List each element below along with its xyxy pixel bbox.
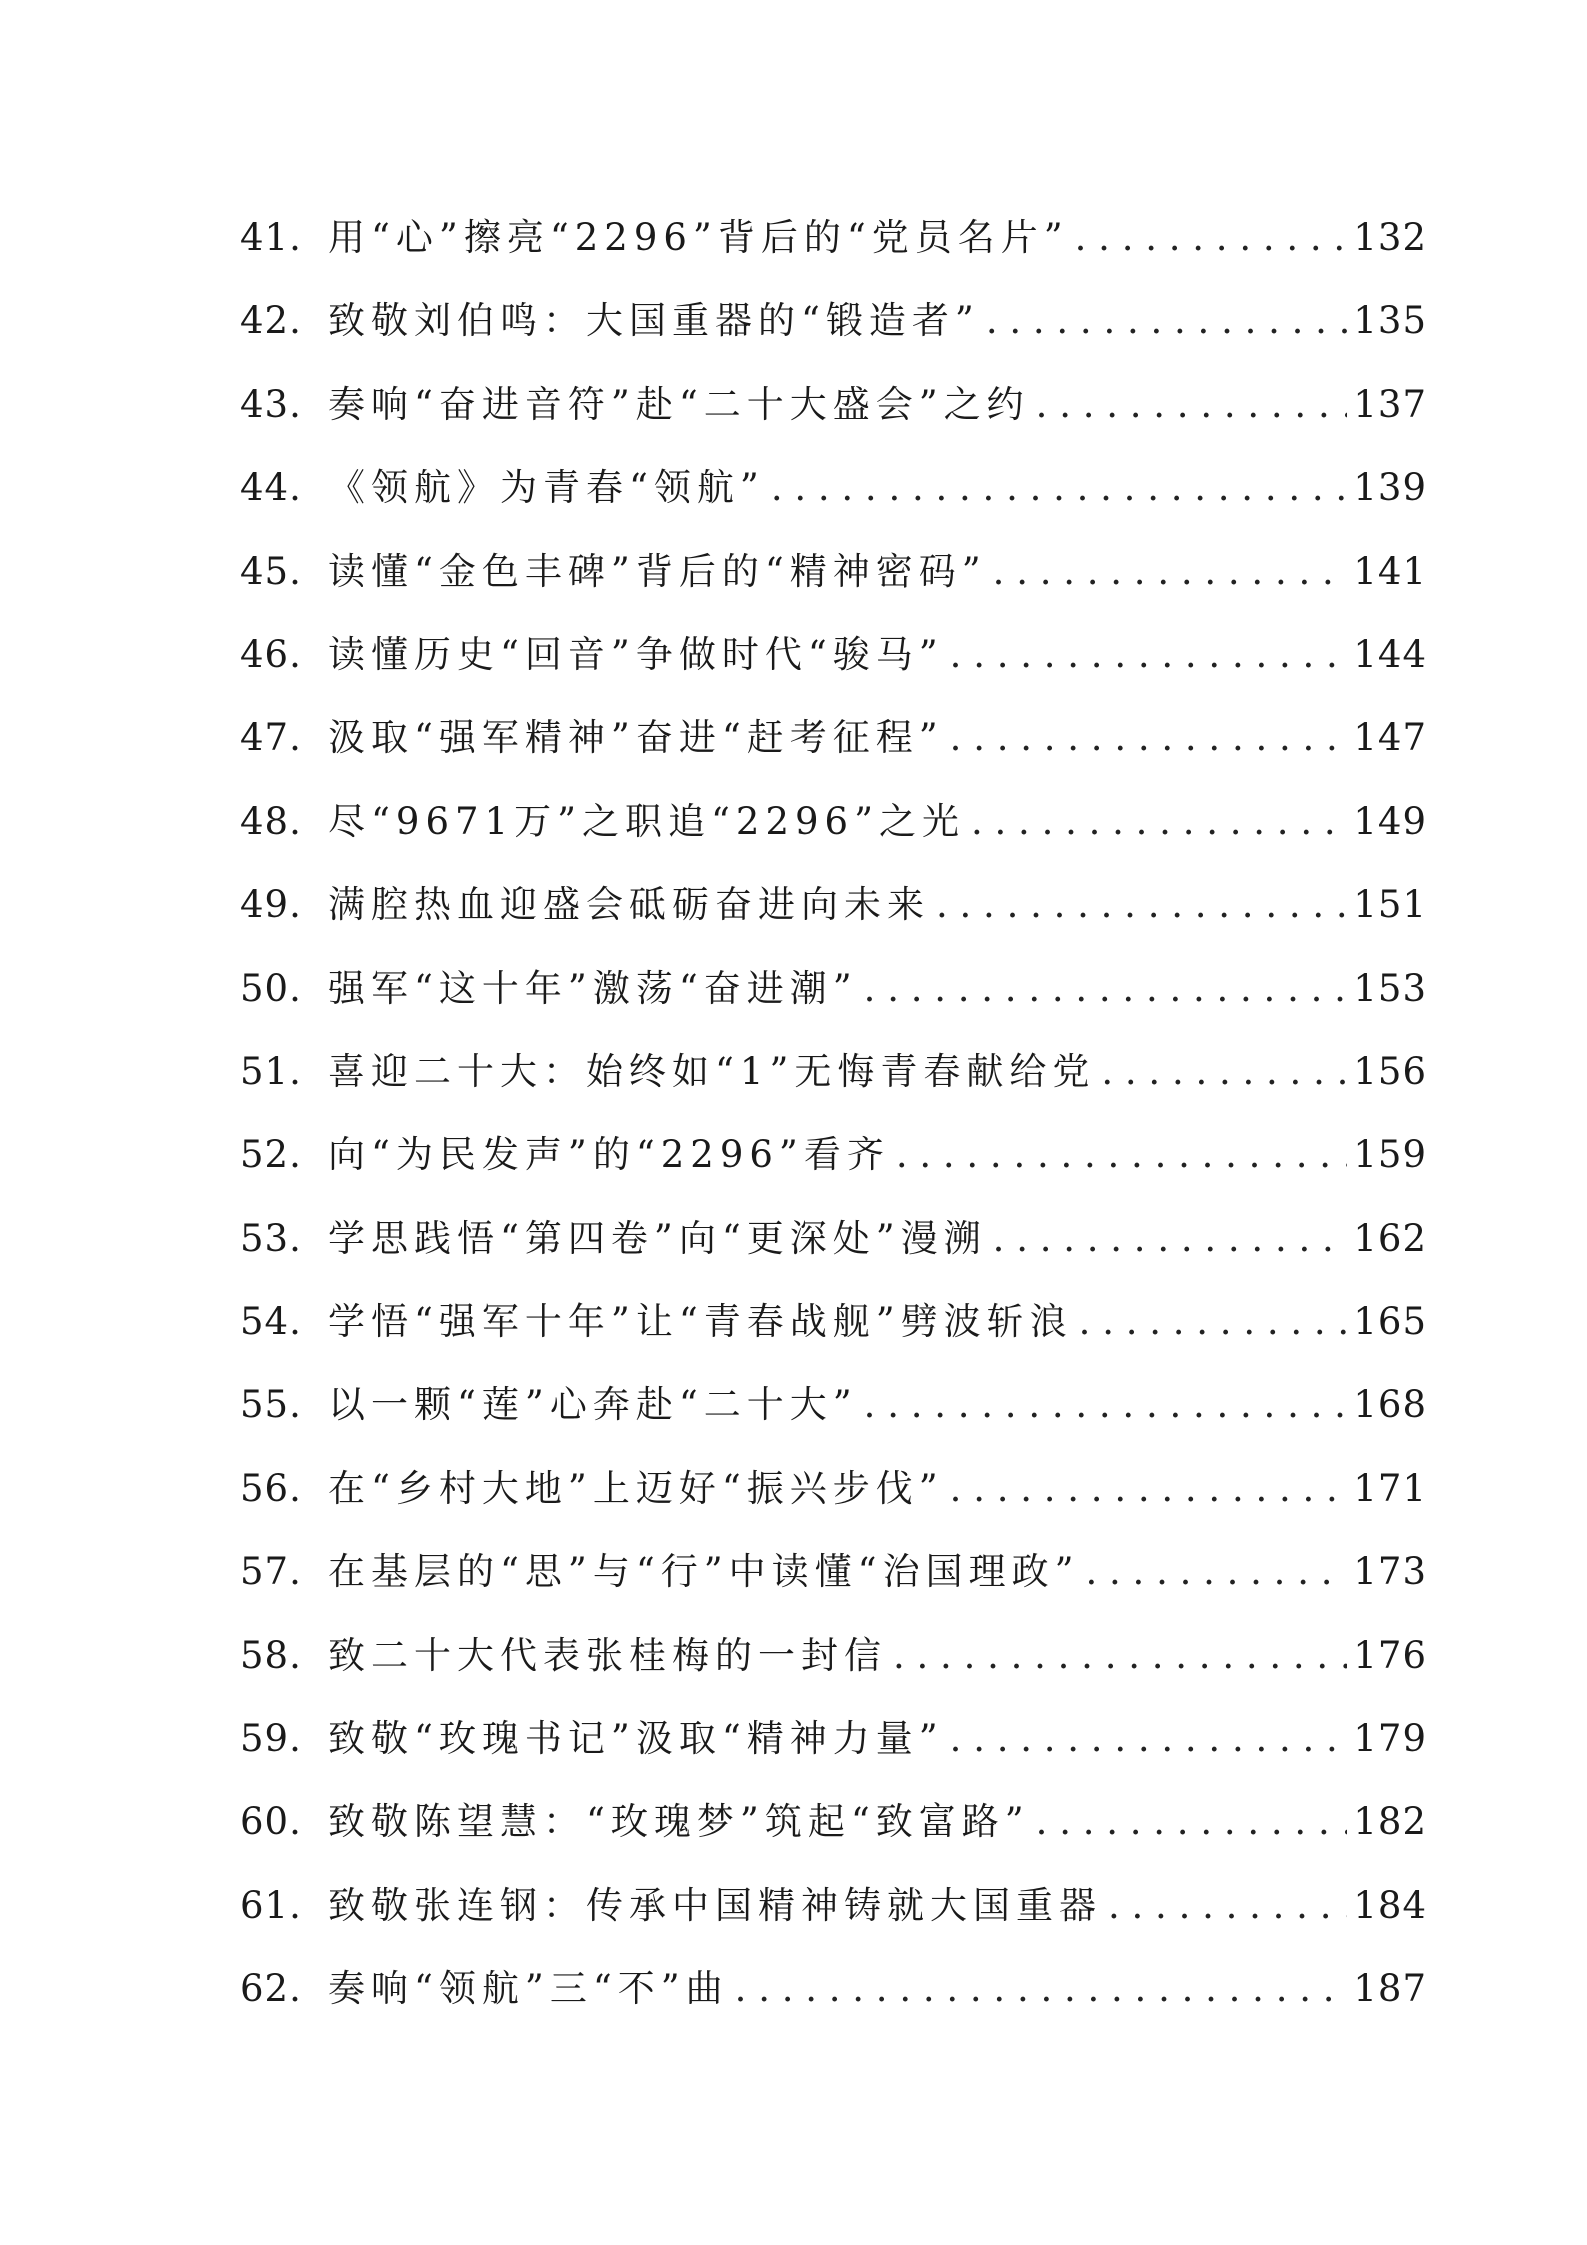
toc-entry-title: 在基层的“思”与“行”中读懂“治国理政” — [328, 1550, 1080, 1594]
toc-entry-49[interactable] — [240, 863, 1427, 946]
toc-entry-title: 致敬刘伯鸣：大国重器的“锻造者” — [328, 299, 980, 343]
toc-entry-number: 51. — [240, 1049, 302, 1093]
toc-entry-number: 41. — [240, 216, 302, 259]
toc-entry-57[interactable] — [240, 1530, 1427, 1613]
toc-entry-54[interactable] — [240, 1280, 1427, 1363]
toc-entry-title: 向“为民发声”的“2296”看齐 — [328, 1133, 890, 1177]
toc-dot-leader — [771, 446, 1348, 529]
toc-entry-58[interactable] — [240, 1614, 1427, 1697]
toc-entry-title: 在“乡村大地”上迈好“振兴步伐” — [328, 1466, 944, 1510]
toc-dot-leader — [936, 863, 1347, 946]
toc-dot-leader — [993, 530, 1348, 613]
toc-entry-page: 159 — [1353, 1133, 1427, 1177]
toc-dot-leader — [893, 1614, 1347, 1697]
toc-entry-number: 42. — [240, 299, 302, 343]
toc-entry-number: 60. — [240, 1800, 302, 1844]
toc-entry-number: 47. — [240, 716, 302, 760]
toc-entry-51[interactable] — [240, 1030, 1427, 1113]
toc-entry-page: 162 — [1353, 1216, 1427, 1260]
toc-entry-59[interactable] — [240, 1697, 1427, 1780]
toc-entry-52[interactable] — [240, 1113, 1427, 1196]
toc-entry-page: 179 — [1353, 1717, 1427, 1761]
toc-entry-title: 尽“9671万”之职追“2296”之光 — [328, 799, 965, 843]
toc-entry-43[interactable] — [240, 363, 1427, 446]
toc-entry-title: 汲取“强军精神”奋进“赶考征程” — [328, 716, 944, 760]
table-of-contents — [240, 196, 1427, 2031]
toc-entry-55[interactable] — [240, 1363, 1427, 1446]
toc-entry-page: 156 — [1353, 1049, 1427, 1093]
toc-entry-title: 奏响“奋进音符”赴“二十大盛会”之约 — [328, 382, 1030, 426]
toc-entry-number: 46. — [240, 632, 302, 676]
toc-entry-number: 56. — [240, 1466, 302, 1510]
toc-entry-page: 137 — [1353, 382, 1427, 426]
toc-entry-page: 149 — [1353, 799, 1427, 843]
toc-dot-leader — [950, 1447, 1348, 1530]
toc-entry-page: 187 — [1353, 1967, 1427, 2011]
toc-entry-title: 以一颗“莲”心奔赴“二十大” — [328, 1383, 858, 1427]
toc-entry-46[interactable] — [240, 613, 1427, 696]
toc-entry-number: 53. — [240, 1216, 302, 1260]
toc-dot-leader — [1036, 1780, 1348, 1863]
toc-dot-leader — [864, 947, 1348, 1030]
toc-entry-62[interactable] — [240, 1947, 1427, 2030]
toc-entry-title: 致敬张连钢：传承中国精神铸就大国重器 — [328, 1883, 1102, 1927]
toc-entry-number: 50. — [240, 966, 302, 1010]
toc-entry-60[interactable] — [240, 1780, 1427, 1863]
toc-entry-page: 151 — [1353, 883, 1427, 927]
toc-dot-leader — [1101, 1030, 1347, 1113]
toc-entry-53[interactable] — [240, 1197, 1427, 1280]
toc-dot-leader — [864, 1363, 1348, 1446]
toc-entry-title: 致二十大代表张桂梅的一封信 — [328, 1633, 887, 1677]
toc-entry-number: 57. — [240, 1550, 302, 1594]
toc-entry-title: 学悟“强军十年”让“青春战舰”劈波斩浪 — [328, 1300, 1073, 1344]
toc-entry-number: 52. — [240, 1133, 302, 1177]
toc-entry-page: 139 — [1353, 466, 1427, 510]
toc-entry-page: 132 — [1353, 216, 1427, 259]
toc-dot-leader — [1075, 196, 1348, 279]
toc-dot-leader — [735, 1947, 1348, 2030]
toc-entry-title: 强军“这十年”激荡“奋进潮” — [328, 966, 858, 1010]
toc-entry-number: 48. — [240, 799, 302, 843]
toc-dot-leader — [896, 1113, 1348, 1196]
toc-dot-leader — [1108, 1864, 1347, 1947]
toc-entry-number: 45. — [240, 549, 302, 593]
toc-entry-title: 用“心”擦亮“2296”背后的“党员名片” — [328, 216, 1069, 259]
toc-entry-61[interactable] — [240, 1864, 1427, 1947]
toc-dot-leader — [986, 279, 1348, 362]
toc-entry-number: 54. — [240, 1300, 302, 1344]
toc-dot-leader — [950, 1697, 1348, 1780]
toc-entry-page: 135 — [1353, 299, 1427, 343]
toc-entry-41[interactable] — [240, 196, 1427, 279]
toc-entry-title: 奏响“领航”三“不”曲 — [328, 1967, 729, 2011]
toc-dot-leader — [993, 1197, 1348, 1280]
toc-dot-leader — [1086, 1530, 1348, 1613]
toc-entry-44[interactable] — [240, 446, 1427, 529]
toc-entry-page: 182 — [1353, 1800, 1427, 1844]
toc-entry-page: 147 — [1353, 716, 1427, 760]
toc-entry-number: 61. — [240, 1883, 302, 1927]
toc-entry-title: 致敬陈望慧：“玫瑰梦”筑起“致富路” — [328, 1800, 1030, 1844]
toc-entry-47[interactable] — [240, 696, 1427, 779]
toc-entry-number: 49. — [240, 883, 302, 927]
toc-entry-page: 165 — [1353, 1300, 1427, 1344]
toc-entry-title: 读懂历史“回音”争做时代“骏马” — [328, 632, 944, 676]
toc-entry-50[interactable] — [240, 947, 1427, 1030]
toc-entry-page: 173 — [1353, 1550, 1427, 1594]
toc-dot-leader — [950, 696, 1348, 779]
toc-entry-page: 184 — [1353, 1883, 1427, 1927]
toc-entry-title: 致敬“玫瑰书记”汲取“精神力量” — [328, 1717, 944, 1761]
toc-dot-leader — [950, 613, 1348, 696]
toc-entry-56[interactable] — [240, 1447, 1427, 1530]
toc-entry-42[interactable] — [240, 279, 1427, 362]
toc-entry-45[interactable] — [240, 530, 1427, 613]
toc-dot-leader — [1036, 363, 1348, 446]
toc-entry-page: 144 — [1353, 632, 1427, 676]
toc-entry-number: 44. — [240, 466, 302, 510]
toc-entry-title: 《领航》为青春“领航” — [328, 466, 765, 510]
toc-entry-number: 43. — [240, 382, 302, 426]
toc-entry-title: 学思践悟“第四卷”向“更深处”漫溯 — [328, 1216, 987, 1260]
toc-entry-number: 59. — [240, 1717, 302, 1761]
toc-entry-number: 58. — [240, 1633, 302, 1677]
toc-entry-page: 176 — [1353, 1633, 1427, 1677]
toc-dot-leader — [971, 780, 1347, 863]
toc-entry-title: 喜迎二十大：始终如“1”无悔青春献给党 — [328, 1049, 1096, 1093]
toc-dot-leader — [1079, 1280, 1348, 1363]
toc-entry-48[interactable] — [240, 780, 1427, 863]
toc-entry-page: 153 — [1353, 966, 1427, 1010]
toc-entry-title: 满腔热血迎盛会砥砺奋进向未来 — [328, 883, 930, 927]
toc-entry-page: 171 — [1353, 1466, 1427, 1510]
toc-entry-page: 141 — [1353, 549, 1427, 593]
toc-entry-number: 62. — [240, 1967, 302, 2011]
toc-entry-number: 55. — [240, 1383, 302, 1427]
toc-entry-page: 168 — [1353, 1383, 1427, 1427]
toc-entry-title: 读懂“金色丰碑”背后的“精神密码” — [328, 549, 987, 593]
